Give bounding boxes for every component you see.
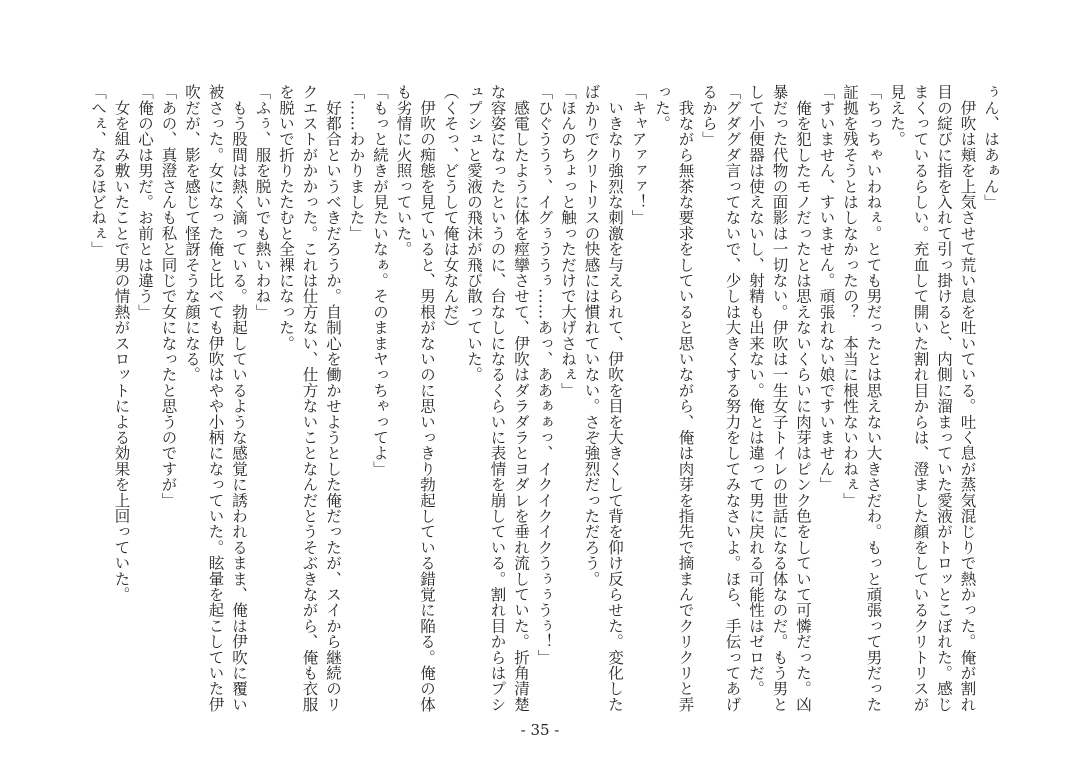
text-column: 「ひぐううぅ、イグぅううぅ……あっ、ああぁぁっ、イクイクイクうぅぅうぅ！」 — [535, 84, 554, 665]
text-column: まくっているらしい。充血して開いた割れ目からは、澄ました顔をしているクリトリスが — [911, 84, 930, 712]
text-column: 証拠を残そうとはしなかったの？ 本当に根性ないわねぇ」 — [841, 84, 859, 508]
text-column: ぅん、はあぁん」 — [982, 84, 1000, 210]
text-column: 「ちっちゃいわねぇ。とても男だったとは思えない大きさだわ。もっと頑張って男だった — [864, 84, 883, 712]
text-column: 好都合というべきだろうか。自制心を働かせようとした俺だったが、スイから継続のリ — [324, 84, 342, 712]
text-column: 「へぇ、なるほどねぇ」 — [89, 84, 107, 257]
text-column: 「ほんのちょっと触っただけで大げさねぇ」 — [559, 84, 577, 398]
text-column: 「もっと続きが見たいなぁ。そのままヤっちゃってよ」 — [371, 84, 389, 477]
text-column: 我ながら無茶な要求をしていると思いながら、俺は肉芽を指先で摘まんでクリクリと弄 — [676, 84, 695, 712]
text-column: るから」 — [700, 84, 718, 147]
text-column: 暴だった代物の面影は一切ない。伊吹は一生女子トイレの世話になる体なのだ。もう男と — [770, 84, 789, 712]
text-column: な容姿になったというのに、台なしになるくらいに表情を崩している。割れ目からはプシ — [488, 84, 507, 712]
text-column: 「すいません、すいません。頑張れない娘ですいません」 — [817, 84, 836, 493]
text-column: 見えた。 — [888, 84, 906, 147]
text-column: して小便器は使えないし、射精も出来ない。俺とは違って男に戻れる可能性はゼロだ。 — [747, 84, 765, 697]
text-column: 被さった。女になった俺と比べても伊吹はやや小柄になっていた。眩暈を起こしていた伊 — [206, 84, 225, 712]
text-column: ばかりでクリトリスの快感には慣れていない。さぞ強烈だっただろう。 — [582, 84, 601, 587]
text-column: 「ふぅ、服を脱いでも熱いわね」 — [253, 84, 272, 320]
text-column: 伊吹の痴態を見ていると、男根がないのに思いっきり勃起している錯覚に陥る。俺の体 — [418, 84, 436, 712]
text-column: ュプシュと愛液の飛沫が飛び散っていた。 — [465, 84, 483, 383]
text-column: を脱いで折りたたむと全裸になった。 — [277, 84, 295, 351]
text-column: った。 — [653, 84, 671, 132]
text-column: 感電したように体を痙攣させて、伊吹はダラダラとヨダレを垂れ流していた。折角清楚 — [512, 84, 530, 712]
text-column: （くそっ、どうして俺は女なんだ） — [441, 84, 460, 336]
text-column: クエストがかかった。これは仕方ない、仕方ないことなんだとうそぶきながら、俺も衣服 — [300, 84, 319, 712]
text-column: いきなり強烈な刺激を与えられて、伊吹を目を大きくして背を仰け反らせた。変化した — [606, 84, 624, 712]
text-column: 「俺の心は男だ。お前とは違う」 — [136, 84, 154, 320]
text-column: 「……わかりました」 — [347, 84, 366, 241]
text-column: 女を組み敷いたことで男の情熱がスロットによる効果を上回っていた。 — [112, 84, 131, 603]
text-column: 伊吹は頬を上気させて荒い息を吐いている。吐く息が蒸気混じりで熱かった。俺が割れ — [958, 84, 977, 712]
page-number: - 35 - — [520, 721, 560, 739]
text-column: もう股間は熱く滴っている。勃起しているような感覚に誘われるまま、俺は伊吹に覆い — [230, 84, 248, 712]
text-column: 「キャアァァァ！」 — [629, 84, 648, 226]
text-column: 目の綻びに指を入れて引っ掛けると、内側に溜まっていた愛液がトロッとこぼれた。感じ — [935, 84, 953, 712]
text-column: も劣情に火照っていた。 — [394, 84, 413, 257]
page-text — [86, 84, 1003, 712]
text-column: 「グダグダ言ってないで、少しは大きくする努力をしてみなさいよ。ほら、手伝ってあげ — [723, 84, 742, 712]
text-column: 俺を犯したモノだったとは思えないくらいに肉芽はピンク色をしていて可憐だった。凶 — [794, 84, 812, 712]
text-column: 吹だが、影を感じて怪訝そうな顔になる。 — [183, 84, 201, 383]
text-column: 「あの、真澄さんも私と同じで女になったと思うのですが」 — [159, 84, 178, 508]
